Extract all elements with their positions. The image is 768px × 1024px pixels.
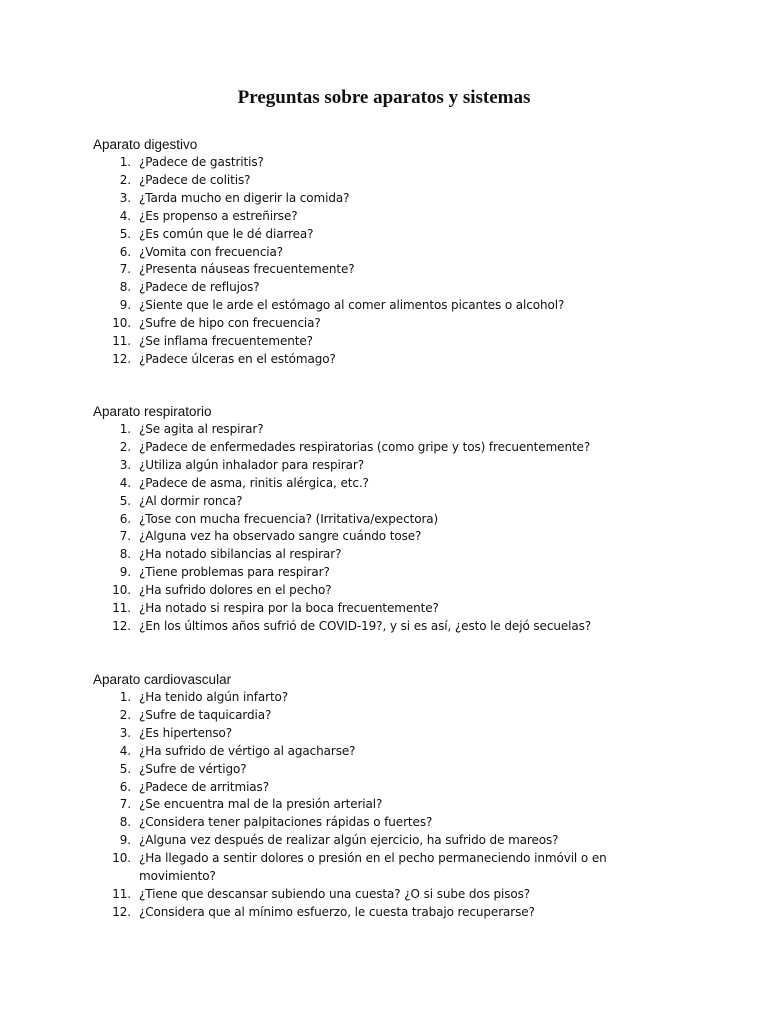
question-item bbox=[93, 190, 653, 208]
question-number: 10. bbox=[112, 583, 131, 598]
question-list bbox=[93, 689, 653, 922]
section-heading: Aparato respiratorio bbox=[93, 404, 212, 419]
question-text: ¿Alguna vez después de realizar algún ejercicio, ha sufrido de mareos? bbox=[139, 833, 559, 848]
question-text: ¿Vomita con frecuencia? bbox=[139, 244, 284, 259]
question-item bbox=[93, 172, 653, 190]
question-item bbox=[93, 421, 653, 439]
question-text: ¿Considera que al mínimo esfuerzo, le cuesta trabajo recuperarse? bbox=[139, 904, 535, 919]
question-text: ¿Presenta náuseas frecuentemente? bbox=[139, 262, 355, 277]
question-item bbox=[93, 832, 653, 850]
question-number: 3. bbox=[119, 457, 131, 472]
question-item bbox=[93, 493, 653, 511]
question-text: ¿Ha tenido algún infarto? bbox=[139, 690, 289, 704]
question-number: 8. bbox=[119, 815, 131, 830]
question-number: 7. bbox=[119, 797, 131, 812]
question-item bbox=[93, 761, 653, 779]
question-item bbox=[93, 725, 653, 743]
question-item bbox=[93, 439, 653, 457]
question-text: ¿Tose con mucha frecuencia? (Irritativa/expectora) bbox=[139, 511, 439, 526]
question-item bbox=[93, 564, 653, 582]
question-number: 12. bbox=[112, 351, 131, 366]
question-number: 12. bbox=[112, 618, 131, 633]
question-text: ¿Padece de colitis? bbox=[139, 172, 251, 187]
question-item bbox=[93, 779, 653, 797]
question-number: 6. bbox=[119, 511, 131, 526]
question-item bbox=[93, 226, 653, 244]
question-number: 1. bbox=[119, 690, 131, 704]
question-text: ¿Se encuentra mal de la presión arterial? bbox=[139, 797, 383, 812]
question-item bbox=[93, 457, 653, 475]
question-number: 5. bbox=[119, 761, 131, 776]
question-number: 4. bbox=[119, 475, 131, 490]
question-text: ¿Considera tener palpitaciones rápidas o fuertes? bbox=[139, 815, 433, 830]
question-item bbox=[93, 850, 653, 886]
question-item bbox=[93, 528, 653, 546]
question-number: 3. bbox=[119, 725, 131, 740]
question-number: 11. bbox=[112, 601, 131, 616]
question-text: ¿Es hipertenso? bbox=[139, 725, 233, 740]
question-text: ¿Padece de gastritis? bbox=[139, 155, 264, 169]
question-number: 8. bbox=[119, 547, 131, 562]
question-number: 3. bbox=[119, 190, 131, 205]
question-text: ¿Tarda mucho en digerir la comida? bbox=[139, 190, 350, 205]
question-list bbox=[93, 421, 653, 636]
question-list bbox=[93, 154, 653, 369]
question-text: ¿Sufre de vértigo? bbox=[139, 761, 247, 776]
question-text: ¿En los últimos años sufrió de COVID-19?, y si es así, ¿esto le dejó secuelas? bbox=[139, 618, 592, 633]
question-text: ¿Ha notado sibilancias al respirar? bbox=[139, 547, 342, 562]
question-text: ¿Ha sufrido de vértigo al agacharse? bbox=[139, 743, 356, 758]
question-item bbox=[93, 582, 653, 600]
question-number: 9. bbox=[119, 833, 131, 848]
question-item bbox=[93, 261, 653, 279]
question-text: ¿Padece de arritmias? bbox=[139, 779, 269, 794]
question-number: 9. bbox=[119, 298, 131, 313]
question-text: ¿Padece de enfermedades respiratorias (como gripe y tos) frecuentemente? bbox=[139, 439, 591, 454]
question-text: ¿Ha notado si respira por la boca frecuentemente? bbox=[139, 601, 439, 616]
question-text: ¿Padece úlceras en el estómago? bbox=[139, 351, 336, 366]
question-text: ¿Se agita al respirar? bbox=[139, 422, 264, 436]
question-item bbox=[93, 546, 653, 564]
question-text: ¿Al dormir ronca? bbox=[139, 493, 243, 508]
question-number: 5. bbox=[119, 226, 131, 241]
question-number: 2. bbox=[119, 439, 131, 454]
question-number: 5. bbox=[119, 493, 131, 508]
question-number: 1. bbox=[119, 422, 131, 436]
question-item bbox=[93, 814, 653, 832]
question-text: ¿Padece de asma, rinitis alérgica, etc.? bbox=[139, 475, 369, 490]
question-item bbox=[93, 154, 653, 172]
question-item bbox=[93, 796, 653, 814]
question-item bbox=[93, 351, 653, 369]
document-title: Preguntas sobre aparatos y sistemas bbox=[237, 87, 531, 108]
question-number: 8. bbox=[119, 280, 131, 295]
question-item bbox=[93, 904, 653, 922]
question-number: 10. bbox=[112, 316, 131, 331]
question-number: 6. bbox=[119, 779, 131, 794]
question-item bbox=[93, 600, 653, 618]
question-text: ¿Es propenso a estreñirse? bbox=[139, 208, 298, 223]
question-item bbox=[93, 511, 653, 529]
question-number: 10. bbox=[112, 851, 131, 866]
question-number: 7. bbox=[119, 262, 131, 277]
question-item bbox=[93, 244, 653, 262]
question-item bbox=[93, 208, 653, 226]
question-item bbox=[93, 707, 653, 725]
question-item bbox=[93, 279, 653, 297]
question-item bbox=[93, 475, 653, 493]
question-text: ¿Es común que le dé diarrea? bbox=[139, 226, 314, 241]
question-item bbox=[93, 297, 653, 315]
question-number: 11. bbox=[112, 886, 131, 901]
question-item bbox=[93, 743, 653, 761]
question-number: 9. bbox=[119, 565, 131, 580]
question-item bbox=[93, 886, 653, 904]
section-heading: Aparato digestivo bbox=[93, 137, 198, 152]
question-text: ¿Ha sufrido dolores en el pecho? bbox=[139, 583, 332, 598]
question-number: 1. bbox=[119, 155, 131, 169]
question-text: ¿Ha llegado a sentir dolores o presión en el pecho permaneciendo inmóvil o en movimiento? bbox=[139, 851, 607, 884]
question-text: ¿Padece de reflujos? bbox=[139, 280, 260, 295]
question-item bbox=[93, 689, 653, 707]
question-text: ¿Sufre de hipo con frecuencia? bbox=[139, 316, 321, 331]
question-number: 7. bbox=[119, 529, 131, 544]
question-text: ¿Tiene que descansar subiendo una cuesta? ¿O si sube dos pisos? bbox=[139, 886, 531, 901]
section-cardiovascular-system bbox=[93, 671, 653, 922]
question-number: 6. bbox=[119, 244, 131, 259]
question-number: 4. bbox=[119, 208, 131, 223]
question-number: 2. bbox=[119, 172, 131, 187]
section-heading: Aparato cardiovascular bbox=[93, 672, 232, 687]
question-text: ¿Alguna vez ha observado sangre cuándo tose? bbox=[139, 529, 422, 544]
question-number: 12. bbox=[112, 904, 131, 919]
question-number: 11. bbox=[112, 334, 131, 349]
question-text: ¿Se inflama frecuentemente? bbox=[139, 334, 313, 349]
question-text: ¿Sufre de taquicardia? bbox=[139, 707, 272, 722]
question-number: 2. bbox=[119, 707, 131, 722]
question-item bbox=[93, 333, 653, 351]
question-text: ¿Tiene problemas para respirar? bbox=[139, 565, 330, 580]
question-item bbox=[93, 618, 653, 636]
question-text: ¿Siente que le arde el estómago al comer alimentos picantes o alcohol? bbox=[139, 298, 565, 313]
section-respiratory-system bbox=[93, 403, 653, 636]
question-item bbox=[93, 315, 653, 333]
question-text: ¿Utiliza algún inhalador para respirar? bbox=[139, 457, 364, 472]
section-digestive-system bbox=[93, 136, 653, 369]
question-number: 4. bbox=[119, 743, 131, 758]
